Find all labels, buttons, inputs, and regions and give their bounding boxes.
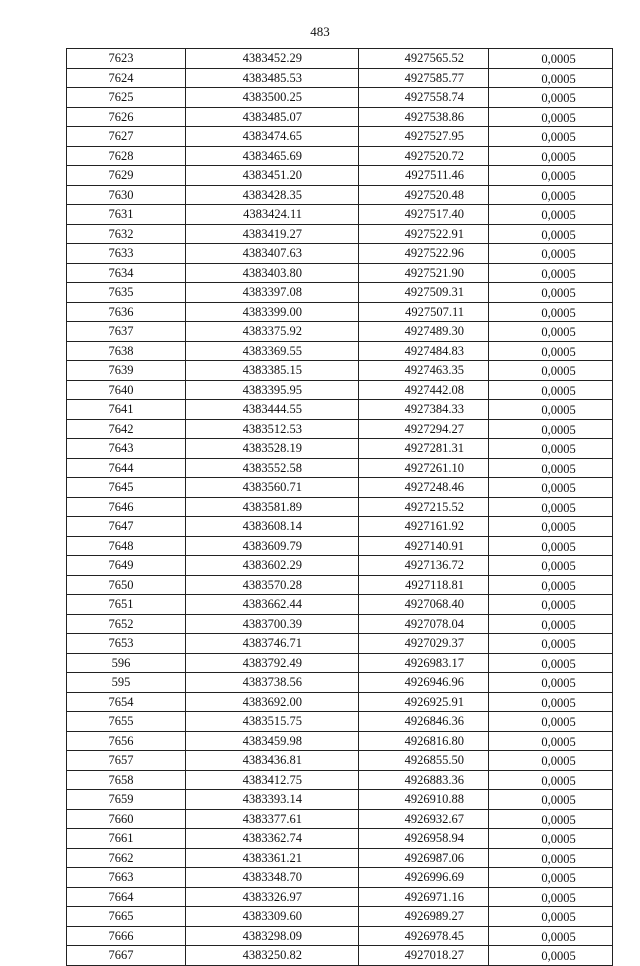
value-cell: 0,0005 (489, 829, 613, 849)
table-row (67, 341, 613, 361)
point-id-cell: 7655 (67, 712, 186, 732)
y-coordinate-cell: 4926925.91 (359, 692, 489, 712)
y-coordinate-cell: 4927463.35 (359, 361, 489, 381)
table-row (67, 205, 613, 225)
x-coordinate-cell: 4383375.92 (186, 322, 359, 342)
table-row (67, 673, 613, 693)
y-coordinate-cell: 4927522.91 (359, 224, 489, 244)
value-cell: 0,0005 (489, 809, 613, 829)
point-id-cell: 7658 (67, 770, 186, 790)
x-coordinate-cell: 4383500.25 (186, 88, 359, 108)
table-row (67, 361, 613, 381)
x-coordinate-cell: 4383746.71 (186, 634, 359, 654)
x-coordinate-cell: 4383738.56 (186, 673, 359, 693)
point-id-cell: 7660 (67, 809, 186, 829)
point-id-cell: 7646 (67, 497, 186, 517)
x-coordinate-cell: 4383609.79 (186, 536, 359, 556)
y-coordinate-cell: 4927118.81 (359, 575, 489, 595)
table-row (67, 692, 613, 712)
x-coordinate-cell: 4383361.21 (186, 848, 359, 868)
x-coordinate-cell: 4383436.81 (186, 751, 359, 771)
y-coordinate-cell: 4927261.10 (359, 458, 489, 478)
x-coordinate-cell: 4383581.89 (186, 497, 359, 517)
x-coordinate-cell: 4383608.14 (186, 517, 359, 537)
x-coordinate-cell: 4383515.75 (186, 712, 359, 732)
point-id-cell: 7649 (67, 556, 186, 576)
point-id-cell: 7628 (67, 146, 186, 166)
x-coordinate-cell: 4383377.61 (186, 809, 359, 829)
point-id-cell: 7648 (67, 536, 186, 556)
point-id-cell: 596 (67, 653, 186, 673)
x-coordinate-cell: 4383602.29 (186, 556, 359, 576)
value-cell: 0,0005 (489, 790, 613, 810)
table-row (67, 790, 613, 810)
point-id-cell: 7629 (67, 166, 186, 186)
x-coordinate-cell: 4383451.20 (186, 166, 359, 186)
value-cell: 0,0005 (489, 868, 613, 888)
y-coordinate-cell: 4926910.88 (359, 790, 489, 810)
x-coordinate-cell: 4383459.98 (186, 731, 359, 751)
table-row (67, 556, 613, 576)
x-coordinate-cell: 4383424.11 (186, 205, 359, 225)
table-row (67, 400, 613, 420)
table-row (67, 712, 613, 732)
y-coordinate-cell: 4927489.30 (359, 322, 489, 342)
table-row (67, 751, 613, 771)
point-id-cell: 7656 (67, 731, 186, 751)
table-row (67, 68, 613, 88)
y-coordinate-cell: 4926983.17 (359, 653, 489, 673)
y-coordinate-cell: 4927522.96 (359, 244, 489, 264)
y-coordinate-cell: 4927521.90 (359, 263, 489, 283)
table-row (67, 419, 613, 439)
table-row (67, 731, 613, 751)
value-cell: 0,0005 (489, 361, 613, 381)
value-cell: 0,0005 (489, 127, 613, 147)
x-coordinate-cell: 4383570.28 (186, 575, 359, 595)
value-cell: 0,0005 (489, 185, 613, 205)
x-coordinate-cell: 4383465.69 (186, 146, 359, 166)
point-id-cell: 7634 (67, 263, 186, 283)
value-cell: 0,0005 (489, 770, 613, 790)
value-cell: 0,0005 (489, 68, 613, 88)
point-id-cell: 7652 (67, 614, 186, 634)
y-coordinate-cell: 4926883.36 (359, 770, 489, 790)
point-id-cell: 7624 (67, 68, 186, 88)
x-coordinate-cell: 4383428.35 (186, 185, 359, 205)
point-id-cell: 7647 (67, 517, 186, 537)
y-coordinate-cell: 4927248.46 (359, 478, 489, 498)
point-id-cell: 7635 (67, 283, 186, 303)
y-coordinate-cell: 4927384.33 (359, 400, 489, 420)
value-cell: 0,0005 (489, 556, 613, 576)
x-coordinate-cell: 4383692.00 (186, 692, 359, 712)
x-coordinate-cell: 4383397.08 (186, 283, 359, 303)
x-coordinate-cell: 4383444.55 (186, 400, 359, 420)
table-row (67, 868, 613, 888)
y-coordinate-cell: 4927538.86 (359, 107, 489, 127)
y-coordinate-cell: 4927215.52 (359, 497, 489, 517)
point-id-cell: 7638 (67, 341, 186, 361)
value-cell: 0,0005 (489, 341, 613, 361)
point-id-cell: 7651 (67, 595, 186, 615)
table-row (67, 88, 613, 108)
y-coordinate-cell: 4926816.80 (359, 731, 489, 751)
y-coordinate-cell: 4926989.27 (359, 907, 489, 927)
value-cell: 0,0005 (489, 614, 613, 634)
table-row (67, 614, 613, 634)
x-coordinate-cell: 4383393.14 (186, 790, 359, 810)
table-row (67, 322, 613, 342)
value-cell: 0,0005 (489, 751, 613, 771)
value-cell: 0,0005 (489, 419, 613, 439)
table-row (67, 829, 613, 849)
table-row (67, 497, 613, 517)
value-cell: 0,0005 (489, 575, 613, 595)
value-cell: 0,0005 (489, 731, 613, 751)
y-coordinate-cell: 4927078.04 (359, 614, 489, 634)
table-row (67, 283, 613, 303)
table-row (67, 595, 613, 615)
value-cell: 0,0005 (489, 458, 613, 478)
value-cell: 0,0005 (489, 263, 613, 283)
table-row (67, 146, 613, 166)
y-coordinate-cell: 4927511.46 (359, 166, 489, 186)
point-id-cell: 7639 (67, 361, 186, 381)
y-coordinate-cell: 4927520.72 (359, 146, 489, 166)
point-id-cell: 7664 (67, 887, 186, 907)
value-cell: 0,0005 (489, 88, 613, 108)
point-id-cell: 7640 (67, 380, 186, 400)
x-coordinate-cell: 4383403.80 (186, 263, 359, 283)
y-coordinate-cell: 4927517.40 (359, 205, 489, 225)
y-coordinate-cell: 4926987.06 (359, 848, 489, 868)
x-coordinate-cell: 4383407.63 (186, 244, 359, 264)
point-id-cell: 7637 (67, 322, 186, 342)
table-row (67, 536, 613, 556)
value-cell: 0,0005 (489, 946, 613, 966)
value-cell: 0,0005 (489, 244, 613, 264)
table-row (67, 907, 613, 927)
x-coordinate-cell: 4383348.70 (186, 868, 359, 888)
point-id-cell: 7627 (67, 127, 186, 147)
x-coordinate-cell: 4383412.75 (186, 770, 359, 790)
table-row (67, 244, 613, 264)
y-coordinate-cell: 4927068.40 (359, 595, 489, 615)
table-row (67, 809, 613, 829)
y-coordinate-cell: 4927484.83 (359, 341, 489, 361)
point-id-cell: 7632 (67, 224, 186, 244)
value-cell: 0,0005 (489, 283, 613, 303)
x-coordinate-cell: 4383399.00 (186, 302, 359, 322)
point-id-cell: 7663 (67, 868, 186, 888)
value-cell: 0,0005 (489, 595, 613, 615)
point-id-cell: 7654 (67, 692, 186, 712)
y-coordinate-cell: 4926846.36 (359, 712, 489, 732)
table-row (67, 848, 613, 868)
table-row (67, 458, 613, 478)
x-coordinate-cell: 4383250.82 (186, 946, 359, 966)
value-cell: 0,0005 (489, 926, 613, 946)
point-id-cell: 7630 (67, 185, 186, 205)
point-id-cell: 7642 (67, 419, 186, 439)
value-cell: 0,0005 (489, 107, 613, 127)
value-cell: 0,0005 (489, 478, 613, 498)
y-coordinate-cell: 4927565.52 (359, 49, 489, 69)
y-coordinate-cell: 4927018.27 (359, 946, 489, 966)
table-body (67, 49, 613, 966)
table-row (67, 107, 613, 127)
y-coordinate-cell: 4926932.67 (359, 809, 489, 829)
x-coordinate-cell: 4383362.74 (186, 829, 359, 849)
value-cell: 0,0005 (489, 400, 613, 420)
y-coordinate-cell: 4926996.69 (359, 868, 489, 888)
table-row (67, 439, 613, 459)
table-row (67, 575, 613, 595)
value-cell: 0,0005 (489, 205, 613, 225)
table-row (67, 302, 613, 322)
y-coordinate-cell: 4926946.96 (359, 673, 489, 693)
point-id-cell: 7666 (67, 926, 186, 946)
page-number: 483 (310, 24, 330, 39)
value-cell: 0,0005 (489, 692, 613, 712)
x-coordinate-cell: 4383792.49 (186, 653, 359, 673)
table-row (67, 653, 613, 673)
table-row (67, 127, 613, 147)
value-cell: 0,0005 (489, 380, 613, 400)
y-coordinate-cell: 4926978.45 (359, 926, 489, 946)
point-id-cell: 7644 (67, 458, 186, 478)
value-cell: 0,0005 (489, 49, 613, 69)
point-id-cell: 7645 (67, 478, 186, 498)
y-coordinate-cell: 4927029.37 (359, 634, 489, 654)
point-id-cell: 7657 (67, 751, 186, 771)
table-row (67, 185, 613, 205)
x-coordinate-cell: 4383474.65 (186, 127, 359, 147)
table-row (67, 224, 613, 244)
value-cell: 0,0005 (489, 673, 613, 693)
x-coordinate-cell: 4383395.95 (186, 380, 359, 400)
value-cell: 0,0005 (489, 653, 613, 673)
point-id-cell: 7623 (67, 49, 186, 69)
x-coordinate-cell: 4383452.29 (186, 49, 359, 69)
value-cell: 0,0005 (489, 439, 613, 459)
value-cell: 0,0005 (489, 166, 613, 186)
point-id-cell: 7636 (67, 302, 186, 322)
point-id-cell: 7659 (67, 790, 186, 810)
x-coordinate-cell: 4383309.60 (186, 907, 359, 927)
y-coordinate-cell: 4927527.95 (359, 127, 489, 147)
table-row (67, 166, 613, 186)
x-coordinate-cell: 4383369.55 (186, 341, 359, 361)
value-cell: 0,0005 (489, 302, 613, 322)
table-row (67, 946, 613, 966)
point-id-cell: 595 (67, 673, 186, 693)
table-row (67, 634, 613, 654)
y-coordinate-cell: 4926971.16 (359, 887, 489, 907)
x-coordinate-cell: 4383560.71 (186, 478, 359, 498)
point-id-cell: 7641 (67, 400, 186, 420)
point-id-cell: 7633 (67, 244, 186, 264)
x-coordinate-cell: 4383419.27 (186, 224, 359, 244)
value-cell: 0,0005 (489, 322, 613, 342)
table-row (67, 478, 613, 498)
point-id-cell: 7631 (67, 205, 186, 225)
x-coordinate-cell: 4383326.97 (186, 887, 359, 907)
y-coordinate-cell: 4927507.11 (359, 302, 489, 322)
table-row (67, 263, 613, 283)
table-row (67, 380, 613, 400)
y-coordinate-cell: 4927281.31 (359, 439, 489, 459)
value-cell: 0,0005 (489, 712, 613, 732)
table-row (67, 517, 613, 537)
table-row (67, 770, 613, 790)
x-coordinate-cell: 4383528.19 (186, 439, 359, 459)
y-coordinate-cell: 4927509.31 (359, 283, 489, 303)
value-cell: 0,0005 (489, 497, 613, 517)
x-coordinate-cell: 4383485.53 (186, 68, 359, 88)
y-coordinate-cell: 4927558.74 (359, 88, 489, 108)
value-cell: 0,0005 (489, 536, 613, 556)
y-coordinate-cell: 4927585.77 (359, 68, 489, 88)
x-coordinate-cell: 4383552.58 (186, 458, 359, 478)
point-id-cell: 7665 (67, 907, 186, 927)
value-cell: 0,0005 (489, 517, 613, 537)
y-coordinate-cell: 4927140.91 (359, 536, 489, 556)
table-row (67, 49, 613, 69)
value-cell: 0,0005 (489, 848, 613, 868)
point-id-cell: 7626 (67, 107, 186, 127)
x-coordinate-cell: 4383298.09 (186, 926, 359, 946)
value-cell: 0,0005 (489, 146, 613, 166)
point-id-cell: 7662 (67, 848, 186, 868)
y-coordinate-cell: 4927136.72 (359, 556, 489, 576)
y-coordinate-cell: 4926855.50 (359, 751, 489, 771)
point-id-cell: 7667 (67, 946, 186, 966)
value-cell: 0,0005 (489, 224, 613, 244)
y-coordinate-cell: 4927294.27 (359, 419, 489, 439)
x-coordinate-cell: 4383485.07 (186, 107, 359, 127)
y-coordinate-cell: 4926958.94 (359, 829, 489, 849)
point-id-cell: 7661 (67, 829, 186, 849)
value-cell: 0,0005 (489, 907, 613, 927)
value-cell: 0,0005 (489, 634, 613, 654)
point-id-cell: 7643 (67, 439, 186, 459)
x-coordinate-cell: 4383512.53 (186, 419, 359, 439)
x-coordinate-cell: 4383385.15 (186, 361, 359, 381)
x-coordinate-cell: 4383662.44 (186, 595, 359, 615)
table-row (67, 926, 613, 946)
y-coordinate-cell: 4927520.48 (359, 185, 489, 205)
y-coordinate-cell: 4927442.08 (359, 380, 489, 400)
x-coordinate-cell: 4383700.39 (186, 614, 359, 634)
point-id-cell: 7625 (67, 88, 186, 108)
point-id-cell: 7650 (67, 575, 186, 595)
coordinates-table (66, 48, 613, 966)
point-id-cell: 7653 (67, 634, 186, 654)
y-coordinate-cell: 4927161.92 (359, 517, 489, 537)
value-cell: 0,0005 (489, 887, 613, 907)
